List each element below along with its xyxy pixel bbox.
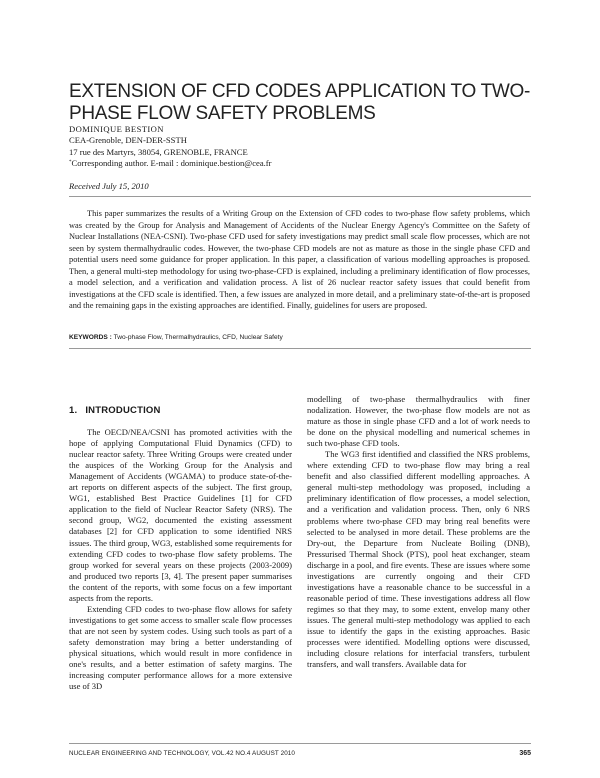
journal-footer: NUCLEAR ENGINEERING AND TECHNOLOGY, VOL.42 NO.4 AUGUST 2010 xyxy=(69,750,296,757)
author-address: 17 rue des Martyrs, 38054, GRENOBLE, FRANCE xyxy=(69,146,248,157)
body-paragraph: The OECD/NEA/CSNI has promoted activities with the hope of applying Computational Fluid Dynamics (CFD) to nuclear reactor safety. Three Writing Groups were created under the auspices of the Working Group for the Analysis and Management of Accidents (WGAMA) to produce state-of-the-art reports on different aspects of the subject. The first group, WG1, established Best Practice Guidelines [1] for CFD application to the field of Nuclear Reactor Safety (NRS). The second group, WG2, documented the existing assessment databases [2] for CFD application to some identified NRS issues. The third group, WG3, established some requirements for extending CFD codes to two-phase flow safety problems. The group worked for several years on these projects (2003-2009) and produced two reports [3, 4]. The present paper summarises the content of the reports, with some focus on a few important aspects from the reports. xyxy=(69,427,292,603)
keywords-text: Two-phase Flow, Thermalhydraulics, CFD, Nuclear Safety xyxy=(111,334,283,341)
section-number: 1. xyxy=(69,405,78,416)
keywords-label: KEYWORDS : xyxy=(69,334,112,341)
keywords xyxy=(69,334,283,341)
page-number: 365 xyxy=(519,750,531,757)
paper-title: EXTENSION OF CFD CODES APPLICATION TO TWO-PHASE FLOW SAFETY PROBLEMS xyxy=(69,80,531,124)
body-paragraph: modelling of two-phase thermalhydraulics with finer nodalization. However, the two-phase flow models are not as mature as those in single phase CFD and a lot of work needs to be done on the physical modelling and numerical schemes in such two-phase CFD tools. xyxy=(307,394,530,449)
footer-rule xyxy=(69,743,531,744)
body-column-right xyxy=(307,394,530,670)
author-affiliation: CEA-Grenoble, DEN-DER-SSTH xyxy=(69,135,187,146)
author-block xyxy=(69,124,489,170)
abstract-bottom-rule xyxy=(69,348,531,349)
abstract: This paper summarizes the results of a Writing Group on the Extension of CFD codes to two-phase flow safety problems, which was created by the Group for Analysis and Management of Accidents of the Nuclear Energy Agency's Committee on the Safety of Nuclear Installations (NEA-CSNI). Two-phase CFD used for safety investigations may predict small scale flow processes, which are not seen by system thermalhydraulic codes. However, the two-phase CFD models are not as mature as those in the single phase CFD and potential users need some guidance for proper application. In this paper, a classification of various modelling approaches is proposed. Then, a general multi-step methodology for using two-phase-CFD is explained, including a preliminary identification of flow processes, a model selection, and a verification and validation process. A list of 26 nuclear reactor safety issues that could benefit from investigations at the CFD scale is identified. Then, a few issues are analyzed in more detail, and a preliminary state-of-the-art is proposed and the remaining gaps in the existing approaches are identified. Finally, guidelines for users are proposed. xyxy=(69,209,530,311)
section-title: INTRODUCTION xyxy=(85,405,161,416)
abstract-top-rule xyxy=(69,196,531,197)
body-paragraph: The WG3 first identified and classified the NRS problems, where extending CFD to two-phase flow may bring a real benefit and also classified different modelling approaches. A general multi-step methodology was proposed, including a preliminary identification of flow processes, a model selection, and a verification and validation process. Then, only 6 NRS problems where two-phase CFD may bring real benefits were selected to be analysed in more detail. These problems are the Dry-out, the Departure from Nucleate Boiling (DNB), Pressurised Thermal Shock (PTS), pool heat exchanger, steam discharge in a pool, and fire events. These are issues where some investigations are currently ongoing and their CFD investigations have a reasonable chance to be successful in a reasonable period of time. These investigations address all flow regimes so that they may, to some extent, envelop many other issues. The general multi-step methodology was applied to each issue to identify the gaps in the existing approaches. Basic processes were identified. Modelling options were discussed, including closure relations for interfacial transfers, turbulent transfers, and wall transfers. Available data for xyxy=(307,449,530,670)
received-date: Received July 15, 2010 xyxy=(69,181,149,191)
body-column-left xyxy=(69,405,292,692)
corresponding-author-line xyxy=(69,158,489,169)
corresponding-mark: * xyxy=(69,160,72,166)
section-heading xyxy=(69,405,292,416)
corresponding-author: Corresponding author. E-mail : dominique.bestion@cea.fr xyxy=(71,158,272,169)
body-paragraph: Extending CFD codes to two-phase flow allows for safety investigations to get some access to smaller scale flow processes that are not seen by system codes. Using such tools as part of a safety demonstration may bring a better understanding of physical situations, which would result in more confidence in one's results, and a better estimation of safety margins. The increasing computer performance allows for a more extensive use of 3D xyxy=(69,603,292,692)
author-name: DOMINIQUE BESTION xyxy=(69,124,164,134)
